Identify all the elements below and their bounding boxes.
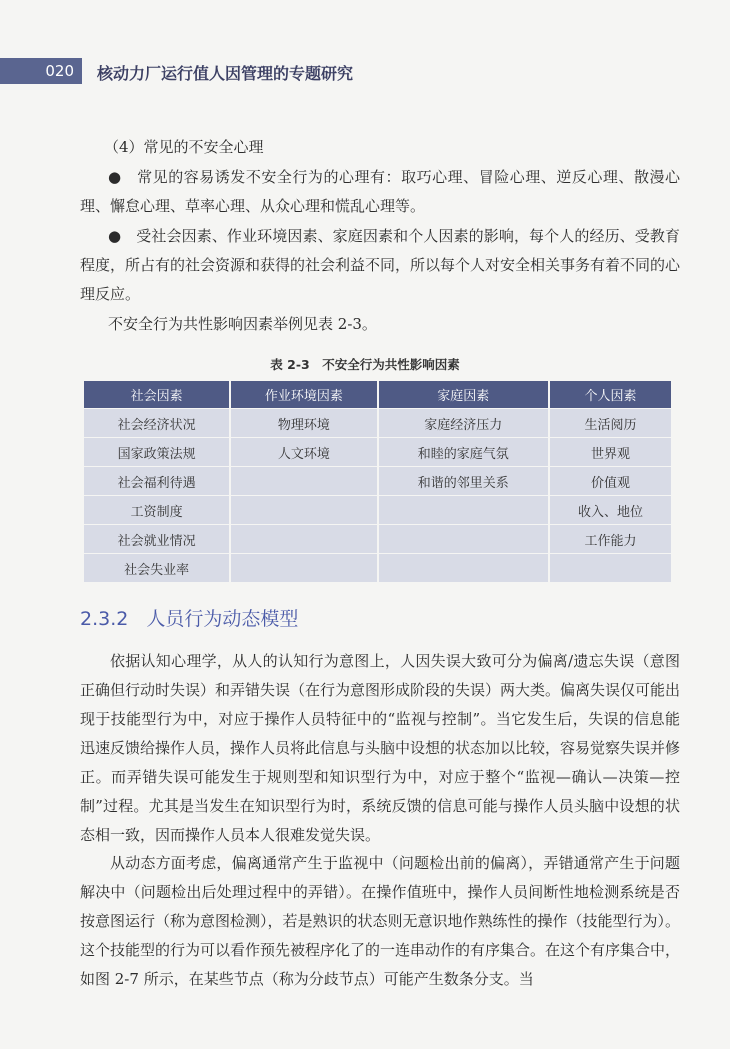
page-number-block <box>0 58 82 84</box>
table-header-cell: 个人因素 <box>550 381 671 408</box>
table-cell: 和谐的邻里关系 <box>379 466 548 495</box>
table-cell: 工资制度 <box>84 495 229 524</box>
page-header <box>0 58 730 84</box>
table-cell: 社会经济状况 <box>84 408 229 437</box>
bullet-item: ● 受社会因素、作业环境因素、家庭因素和个人因素的影响，每个人的经历、受教育程度，所占有的社会资源和获得的社会利益不同，所以每个人对安全相关事务有着不同的心理反应。 <box>80 227 681 303</box>
subheading: （4）常见的不安全心理 <box>104 138 264 156</box>
table-header-cell: 作业环境因素 <box>231 381 376 408</box>
running-title: 核动力厂运行值人因管理的专题研究 <box>97 64 354 83</box>
table-row <box>84 408 671 437</box>
table-cell: 物理环境 <box>231 408 376 437</box>
table-cell: 工作能力 <box>550 524 671 553</box>
table-row <box>84 495 671 524</box>
body-paragraph: 依据认知心理学，从人的认知行为意图上，人因失误大致可分为偏离/遗忘失误（意图正确但行动时失误）和弄错失误（在行为意图形成阶段的失误）两大类。偏离失误仅可能出现于技能型行为中，对应于操作人员特征中的“监视与控制”。当它发生后，失误的信息能迅速反馈给操作人员，操作人员将此信息与头脑中设想的状态加以比较，容易觉察失误并修正。而弄错失误可能发生于规则型和知识型行为中，对应于整个“监视—确认—决策—控制”过程。尤其是当发生在知识型行为时，系统反馈的信息可能与操作人员头脑中设想的状态相一致，因而操作人员本人很难发觉失误。 <box>80 652 681 844</box>
section-title: 人员行为动态模型 <box>146 608 299 630</box>
table-row <box>84 437 671 466</box>
table-cell <box>379 553 548 582</box>
table-header-cell: 家庭因素 <box>379 381 548 408</box>
table-cell: 价值观 <box>550 466 671 495</box>
table-cell <box>379 495 548 524</box>
table-cell: 和睦的家庭气氛 <box>379 437 548 466</box>
table-cell <box>231 524 376 553</box>
table-cell <box>231 553 376 582</box>
page-number: 020 <box>45 62 74 80</box>
table-cell: 收入、地位 <box>550 495 671 524</box>
table-caption: 表 2-3 不安全行为共性影响因素 <box>270 357 460 372</box>
table-cell: 世界观 <box>550 437 671 466</box>
table-header-cell: 社会因素 <box>84 381 229 408</box>
bullet-item: ● 常见的容易诱发不安全行为的心理有：取巧心理、冒险心理、逆反心理、散漫心理、懈怠心理、草率心理、从众心理和慌乱心理等。 <box>80 168 680 215</box>
table-header-row <box>84 381 671 408</box>
table-row <box>84 466 671 495</box>
table-row <box>84 553 671 582</box>
section-heading <box>80 604 298 631</box>
table-cell <box>231 466 376 495</box>
table-cell: 社会失业率 <box>84 553 229 582</box>
section-number: 2.3.2 <box>80 608 129 630</box>
table-cell <box>379 524 548 553</box>
table-cell <box>231 495 376 524</box>
table-cell: 生活阅历 <box>550 408 671 437</box>
table-cell: 国家政策法规 <box>84 437 229 466</box>
table-cell: 社会福利待遇 <box>84 466 229 495</box>
table-cell: 社会就业情况 <box>84 524 229 553</box>
table-cell: 人文环境 <box>231 437 376 466</box>
table-cell: 家庭经济压力 <box>379 408 548 437</box>
table-intro: 不安全行为共性影响因素举例见表 2-3。 <box>108 315 377 333</box>
factors-table <box>82 381 673 582</box>
body-paragraph: 从动态方面考虑，偏离通常产生于监视中（问题检出前的偏离），弄错通常产生于问题解决中（问题检出后处理过程中的弄错）。在操作值班中，操作人员间断性地检测系统是否按意图运行（称为意图检测），若是熟识的状态则无意识地作熟练性的操作（技能型行为）。这个技能型的行为可以看作预先被程序化了的一连串动作的有序集合。在这个有序集合中，如图 2-7 所示，在某些节点（称为分歧节点）可能产生数条分支。当 <box>80 854 681 988</box>
table-row <box>84 524 671 553</box>
table-cell <box>550 553 671 582</box>
